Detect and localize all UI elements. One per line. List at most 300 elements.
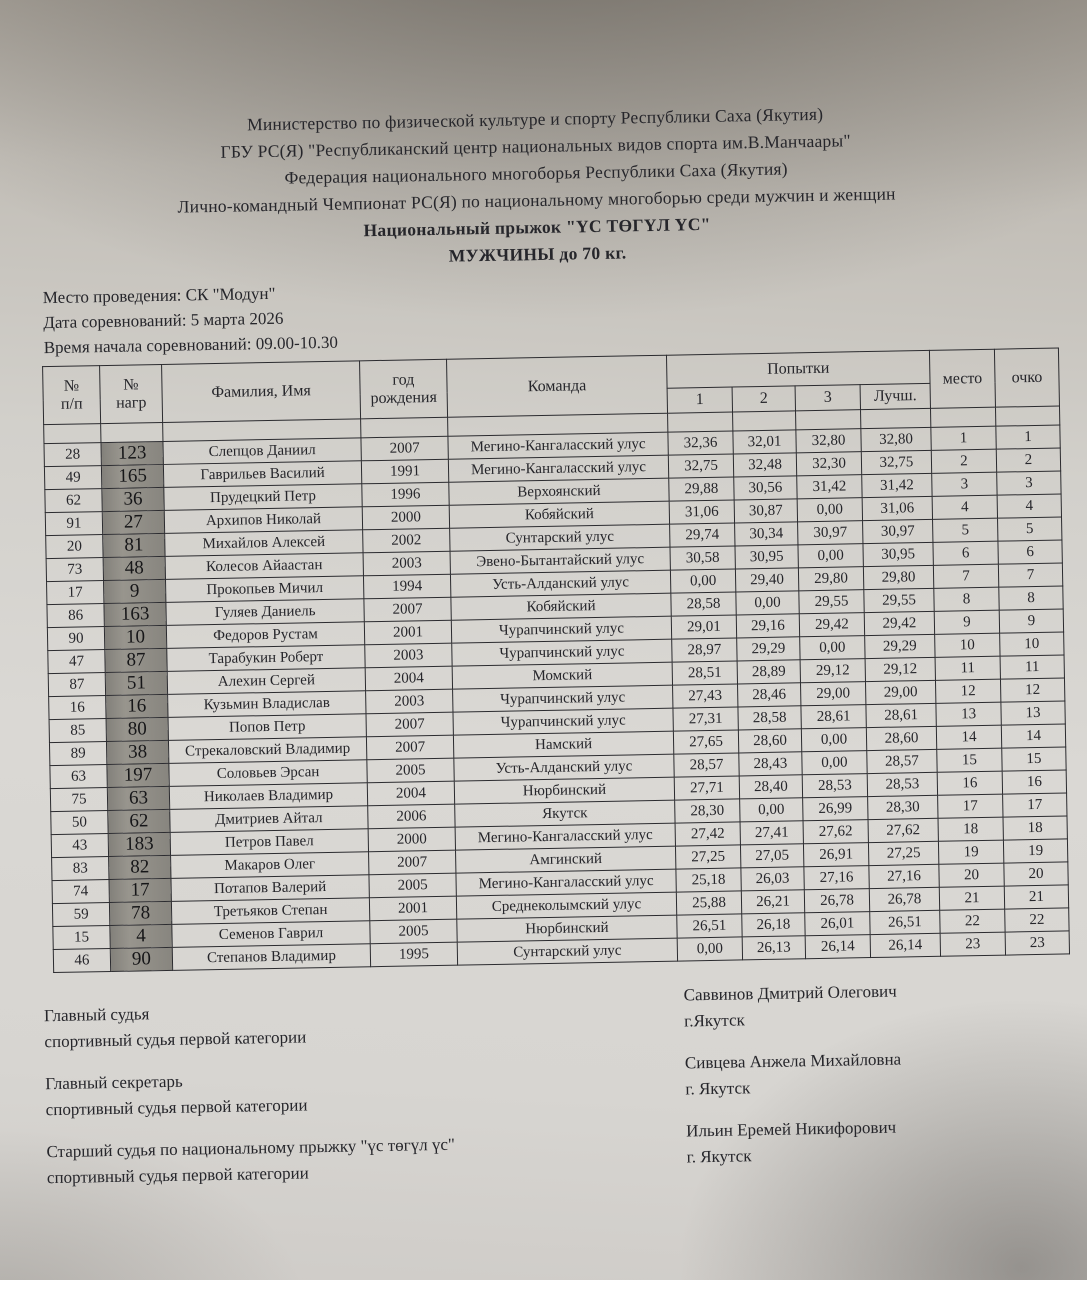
cell-attempt-1: 28,58 [671, 592, 736, 616]
cell-team: Мегино-Кангаласский улус [455, 823, 675, 850]
cell-bib-number: 123 [101, 441, 163, 465]
cell-team: Чурапчинский улус [451, 616, 671, 643]
cell-attempt-3: 32,80 [796, 429, 861, 453]
championship-line: Лично-командный Чемпионат РС(Я) по национальному многоборью среди мужчин и женщин [177, 183, 896, 217]
chief-secretary-row [45, 1049, 1056, 1123]
cell-place: 15 [937, 748, 1002, 772]
cell-attempt-3: 29,00 [801, 682, 866, 706]
role-title: Главный судья [43, 1004, 150, 1026]
cell-points: 10 [1000, 632, 1064, 656]
cell-entry-number: 49 [44, 466, 101, 490]
cell-attempt-3: 26,91 [803, 843, 868, 867]
cell-bib-number: 81 [103, 533, 165, 557]
judges-footer [43, 981, 1057, 1191]
cell-team: Мегино-Кангаласский улус [456, 869, 676, 896]
cell-birth-year: 2003 [365, 643, 452, 668]
cell-team: Момский [452, 662, 672, 689]
cell-bib-number: 9 [104, 579, 166, 603]
cell-birth-year: 2007 [366, 735, 453, 760]
cell-attempt-2: 32,48 [733, 453, 796, 477]
role-qualification: спортивный судья первой категории [46, 1163, 309, 1188]
cell-attempt-3: 29,12 [800, 659, 865, 683]
cell-birth-year: 2006 [368, 804, 455, 829]
cell-name: Слепцов Даниил [163, 438, 361, 465]
cell-attempt-2: 26,21 [741, 890, 804, 914]
cell-bib-number: 48 [103, 556, 165, 580]
cell-attempt-3: 26,14 [805, 935, 870, 959]
cell-attempt-3: 28,53 [802, 774, 867, 798]
cell-entry-number: 15 [53, 926, 110, 950]
cell-attempt-3: 29,80 [798, 567, 863, 591]
cell-team: Сунтарский улус [457, 938, 677, 965]
cell-attempt-3: 28,61 [801, 705, 866, 729]
cell-attempt-2: 27,05 [740, 844, 803, 868]
cell-points: 23 [1005, 931, 1069, 955]
cell-name: Гуляев Даниель [166, 599, 364, 626]
cell-attempt-2: 28,46 [738, 683, 801, 707]
cell-points: 13 [1001, 701, 1065, 725]
cell-attempt-3: 0,00 [802, 751, 867, 775]
cell-attempt-3: 26,78 [804, 889, 869, 913]
cell-attempt-1: 29,88 [669, 477, 734, 501]
cell-entry-number: 59 [52, 903, 109, 927]
cell-name: Макаров Олег [171, 852, 369, 879]
cell-name: Дмитриев Айтал [170, 806, 368, 833]
cell-team: Мегино-Кангаласский улус [448, 455, 668, 482]
chief-judge-role [44, 992, 685, 1056]
cell-best: 27,16 [869, 864, 939, 888]
cell-place: 22 [940, 909, 1005, 933]
cell-best: 30,95 [863, 542, 933, 566]
cell-best: 29,00 [865, 680, 935, 704]
cell-name: Третьяков Степан [171, 898, 369, 925]
cell-entry-number: 17 [47, 581, 104, 605]
cell-name: Степанов Владимир [172, 944, 370, 971]
cell-attempt-1: 28,30 [675, 799, 740, 823]
cell-attempt-2: 29,16 [736, 614, 799, 638]
cell-team: Нюрбинский [457, 915, 677, 942]
cell-attempt-1: 27,65 [673, 730, 738, 754]
cell-name: Кузьмин Владислав [168, 691, 366, 718]
cell-best: 29,12 [865, 657, 935, 681]
cell-attempt-3: 0,00 [800, 636, 865, 660]
cell-attempt-2: 27,41 [740, 821, 803, 845]
col-header-best: Лучш. [860, 383, 930, 409]
cell-team: Кобяйский [449, 501, 669, 528]
cell-attempt-1: 32,36 [668, 431, 733, 455]
cell-birth-year: 2005 [370, 919, 457, 944]
cell-team: Намский [453, 731, 673, 758]
cell-attempt-3: 0,00 [798, 544, 863, 568]
cell-entry-number: 86 [47, 604, 104, 628]
cell-place: 21 [939, 886, 1004, 910]
cell-attempt-1: 27,42 [675, 822, 740, 846]
senior-judge-role [46, 1127, 687, 1191]
col-header-bib-number: № нагр [100, 364, 163, 423]
cell-birth-year: 1994 [363, 574, 450, 599]
judge-name: Сивцева Анжела Михайловна [684, 1049, 902, 1073]
judge-name: Саввинов Дмитрий Олегович [683, 981, 897, 1005]
cell-bib-number: 197 [107, 763, 169, 787]
cell-attempt-1: 32,75 [668, 454, 733, 478]
cell-birth-year: 1995 [370, 942, 457, 967]
cell-attempt-2: 26,18 [742, 913, 805, 937]
cell-entry-number: 28 [44, 443, 101, 467]
center-line: ГБУ РС(Я) "Республиканский центр национальных видов спорта им.В.Манчаары" [220, 130, 851, 162]
cell-name: Потапов Валерий [171, 875, 369, 902]
cell-attempt-2: 0,00 [740, 798, 803, 822]
results-table-body [44, 425, 1070, 973]
cell-team: Усть-Алданский улус [450, 570, 670, 597]
col-header-attempt-2: 2 [732, 386, 795, 412]
cell-name: Михайлов Алексей [165, 530, 363, 557]
cell-points: 21 [1004, 885, 1068, 909]
cell-points: 3 [997, 471, 1061, 495]
cell-place: 11 [935, 656, 1000, 680]
cell-name: Петров Павел [170, 829, 368, 856]
cell-points: 5 [998, 517, 1062, 541]
cell-attempt-3: 31,42 [797, 475, 862, 499]
cell-place: 8 [934, 587, 999, 611]
cell-attempt-2: 29,29 [737, 637, 800, 661]
cell-place: 7 [933, 564, 998, 588]
cell-name: Стрекаловский Владимир [168, 737, 366, 764]
cell-bib-number: 62 [108, 809, 170, 833]
cell-attempt-3: 26,99 [803, 797, 868, 821]
cell-points: 6 [998, 540, 1062, 564]
cell-bib-number: 51 [105, 671, 167, 695]
cell-points: 1 [996, 425, 1060, 449]
cell-attempt-2: 28,60 [738, 729, 801, 753]
cell-entry-number: 74 [52, 880, 109, 904]
cell-bib-number: 36 [102, 487, 164, 511]
cell-birth-year: 2001 [369, 896, 456, 921]
cell-birth-year: 2007 [364, 597, 451, 622]
cell-place: 23 [940, 932, 1005, 956]
cell-entry-number: 47 [48, 650, 105, 674]
cell-bib-number: 16 [106, 694, 168, 718]
cell-team: Нюрбинский [454, 777, 674, 804]
role-title: Главный секретарь [45, 1071, 183, 1094]
cell-attempt-2: 30,87 [734, 499, 797, 523]
date-line: Дата соревнований: 5 марта 2026 [43, 308, 284, 333]
cell-attempt-2: 26,13 [742, 936, 805, 960]
cell-attempt-3: 0,00 [797, 498, 862, 522]
cell-attempt-1: 27,43 [673, 684, 738, 708]
cell-best: 31,06 [862, 496, 932, 520]
cell-entry-number: 89 [49, 742, 106, 766]
cell-place: 5 [933, 518, 998, 542]
cell-entry-number: 90 [47, 627, 104, 651]
cell-place: 18 [938, 817, 1003, 841]
cell-name: Гаврильев Василий [163, 461, 361, 488]
senior-judge-person [686, 1112, 1057, 1180]
cell-best: 26,14 [870, 933, 940, 957]
cell-place: 20 [939, 863, 1004, 887]
role-qualification: спортивный судья первой категории [45, 1095, 308, 1120]
cell-bib-number: 78 [109, 901, 171, 925]
cell-team: Эвено-Бытантайский улус [450, 547, 670, 574]
venue-line: Место проведения: СК "Модун" [42, 283, 276, 308]
cell-points: 7 [998, 563, 1062, 587]
cell-place: 9 [934, 610, 999, 634]
cell-name: Попов Петр [168, 714, 366, 741]
cell-best: 31,42 [862, 473, 932, 497]
cell-attempt-3: 32,30 [796, 452, 861, 476]
cell-best: 29,80 [863, 565, 933, 589]
cell-attempt-3: 29,55 [799, 590, 864, 614]
cell-attempt-2: 28,40 [739, 775, 802, 799]
cell-birth-year: 2007 [361, 436, 448, 461]
cell-attempt-2: 28,43 [739, 752, 802, 776]
document-header [0, 0, 1081, 278]
cell-team: Усть-Алданский улус [454, 754, 674, 781]
cell-attempt-2: 32,01 [733, 430, 796, 454]
cell-attempt-3: 26,01 [805, 912, 870, 936]
cell-attempt-1: 31,06 [669, 500, 734, 524]
cell-entry-number: 85 [49, 719, 106, 743]
cell-birth-year: 2001 [364, 620, 451, 645]
cell-attempt-3: 30,97 [798, 521, 863, 545]
cell-team: Верхоянский [449, 478, 669, 505]
cell-points: 22 [1005, 908, 1069, 932]
cell-entry-number: 91 [45, 512, 102, 536]
cell-attempt-2: 28,58 [738, 706, 801, 730]
cell-birth-year: 2007 [369, 850, 456, 875]
cell-attempt-1: 28,57 [674, 753, 739, 777]
cell-attempt-1: 25,88 [676, 891, 741, 915]
cell-team: Амгинский [456, 846, 676, 873]
cell-birth-year: 2000 [368, 827, 455, 852]
cell-points: 17 [1003, 793, 1067, 817]
cell-entry-number: 16 [49, 696, 106, 720]
cell-place: 16 [937, 771, 1002, 795]
cell-best: 28,60 [866, 726, 936, 750]
cell-name: Колесов Айаастан [165, 553, 363, 580]
cell-bib-number: 87 [105, 648, 167, 672]
cell-bib-number: 82 [109, 855, 171, 879]
cell-bib-number: 27 [102, 510, 164, 534]
event-title: Национальный прыжок "ҮС ТӨГҮЛ ҮС" [363, 213, 711, 241]
cell-name: Семенов Гаврил [172, 921, 370, 948]
cell-attempt-3: 27,16 [804, 866, 869, 890]
cell-attempt-3: 29,42 [799, 613, 864, 637]
cell-attempt-2: 29,40 [735, 568, 798, 592]
cell-best: 30,97 [863, 519, 933, 543]
cell-birth-year: 1996 [362, 482, 449, 507]
cell-team: Якутск [455, 800, 675, 827]
cell-attempt-1: 30,58 [670, 546, 735, 570]
cell-team: Чурапчинский улус [453, 685, 673, 712]
cell-birth-year: 2007 [366, 712, 453, 737]
cell-birth-year: 2005 [367, 758, 454, 783]
cell-team: Чурапчинский улус [453, 708, 673, 735]
cell-name: Федоров Рустам [166, 622, 364, 649]
cell-place: 2 [931, 449, 996, 473]
cell-attempt-1: 25,18 [676, 868, 741, 892]
cell-attempt-2: 30,56 [734, 476, 797, 500]
cell-name: Алехин Сергей [167, 668, 365, 695]
col-header-attempt-1: 1 [667, 387, 732, 413]
cell-bib-number: 90 [110, 947, 172, 971]
cell-best: 28,57 [867, 749, 937, 773]
cell-bib-number: 38 [106, 740, 168, 764]
cell-bib-number: 4 [110, 924, 172, 948]
cell-best: 27,62 [868, 818, 938, 842]
cell-place: 6 [933, 541, 998, 565]
judge-city: г. Якутск [686, 1146, 752, 1167]
cell-entry-number: 20 [46, 535, 103, 559]
cell-attempt-1: 27,31 [673, 707, 738, 731]
cell-best: 32,80 [861, 427, 931, 451]
cell-best: 26,51 [870, 910, 940, 934]
cell-attempt-1: 29,01 [671, 615, 736, 639]
cell-points: 15 [1002, 747, 1066, 771]
chief-judge-row [43, 981, 1055, 1055]
judge-name: Ильин Еремей Никифорович [686, 1117, 897, 1141]
cell-entry-number: 43 [51, 834, 108, 858]
cell-entry-number: 83 [52, 857, 109, 881]
cell-team: Сунтарский улус [450, 524, 670, 551]
cell-place: 4 [932, 495, 997, 519]
meta-block [43, 266, 1083, 360]
time-line: Время начала соревнований: 09.00-10.30 [43, 332, 339, 358]
col-header-attempts: Попытки [666, 350, 930, 388]
cell-place: 3 [932, 472, 997, 496]
cell-points: 12 [1000, 678, 1064, 702]
col-header-place: место [929, 349, 995, 408]
ministry-line: Министерство по физической культуре и спорту Республики Саха (Якутия) [246, 103, 824, 135]
cell-place: 12 [935, 679, 1000, 703]
cell-attempt-1: 28,97 [672, 638, 737, 662]
cell-place: 13 [936, 702, 1001, 726]
senior-judge-row [46, 1117, 1057, 1191]
cell-attempt-1: 0,00 [677, 937, 742, 961]
cell-birth-year: 2004 [365, 666, 452, 691]
cell-best: 29,42 [864, 611, 934, 635]
col-header-birth-year: год рождения [360, 359, 448, 419]
cell-best: 29,55 [864, 588, 934, 612]
cell-bib-number: 17 [109, 878, 171, 902]
cell-points: 9 [999, 609, 1063, 633]
cell-attempt-2: 28,89 [737, 660, 800, 684]
cell-name: Прокопьев Мичил [165, 576, 363, 603]
role-title: Старший судья по национальному прыжку "үс төгүл үс" [46, 1134, 456, 1162]
weight-category: МУЖЧИНЫ до 70 кг. [448, 242, 627, 266]
judge-city: г. Якутск [685, 1078, 751, 1099]
cell-best: 28,30 [868, 795, 938, 819]
cell-name: Соловьев Эрсан [169, 760, 367, 787]
chief-judge-person [683, 976, 1054, 1044]
col-header-team: Команда [447, 355, 668, 417]
cell-team: Кобяйский [451, 593, 671, 620]
col-header-name: Фамилия, Имя [162, 361, 361, 423]
cell-place: 1 [931, 426, 996, 450]
cell-name: Николаев Владимир [169, 783, 367, 810]
col-header-attempt-3: 3 [795, 385, 860, 411]
cell-attempt-1: 27,25 [675, 845, 740, 869]
cell-bib-number: 165 [101, 464, 163, 488]
cell-attempt-2: 0,00 [736, 591, 799, 615]
col-header-entry-number: № п/п [43, 366, 101, 425]
cell-best: 26,78 [869, 887, 939, 911]
cell-name: Прудецкий Петр [164, 484, 362, 511]
cell-bib-number: 183 [108, 832, 170, 856]
cell-points: 14 [1001, 724, 1065, 748]
cell-entry-number: 63 [50, 765, 107, 789]
cell-team: Мегино-Кангаласский улус [448, 432, 668, 459]
cell-birth-year: 2005 [369, 873, 456, 898]
cell-points: 2 [996, 448, 1060, 472]
federation-line: Федерация национального многоборья Республики Саха (Якутия) [284, 158, 788, 188]
cell-entry-number: 73 [46, 558, 103, 582]
chief-secretary-person [685, 1044, 1056, 1112]
cell-birth-year: 2000 [362, 505, 449, 530]
cell-attempt-1: 28,51 [672, 661, 737, 685]
results-table [42, 348, 1070, 974]
cell-entry-number: 62 [45, 489, 102, 513]
cell-team: Среднеколымский улус [456, 892, 676, 919]
cell-points: 18 [1003, 816, 1067, 840]
cell-best: 27,25 [868, 841, 938, 865]
cell-entry-number: 50 [51, 811, 108, 835]
cell-attempt-1: 27,71 [674, 776, 739, 800]
cell-place: 14 [936, 725, 1001, 749]
cell-birth-year: 2003 [363, 551, 450, 576]
role-qualification: спортивный судья первой категории [44, 1027, 307, 1052]
cell-attempt-3: 0,00 [801, 728, 866, 752]
cell-birth-year: 2004 [367, 781, 454, 806]
cell-attempt-2: 26,03 [741, 867, 804, 891]
cell-place: 17 [938, 794, 1003, 818]
cell-best: 29,29 [865, 634, 935, 658]
cell-team: Чурапчинский улус [452, 639, 672, 666]
cell-bib-number: 10 [104, 625, 166, 649]
cell-attempt-1: 26,51 [677, 914, 742, 938]
cell-place: 10 [935, 633, 1000, 657]
cell-birth-year: 2002 [363, 528, 450, 553]
chief-secretary-role [45, 1059, 686, 1123]
cell-attempt-2: 30,95 [735, 545, 798, 569]
cell-best: 28,53 [867, 772, 937, 796]
cell-attempt-1: 0,00 [670, 569, 735, 593]
cell-place: 19 [938, 840, 1003, 864]
cell-points: 8 [999, 586, 1063, 610]
cell-points: 16 [1002, 770, 1066, 794]
cell-points: 4 [997, 494, 1061, 518]
cell-entry-number: 87 [48, 673, 105, 697]
cell-points: 11 [1000, 655, 1064, 679]
cell-points: 20 [1004, 862, 1068, 886]
cell-best: 28,61 [866, 703, 936, 727]
cell-bib-number: 80 [106, 717, 168, 741]
cell-best: 32,75 [861, 450, 931, 474]
col-header-points: очко [994, 348, 1059, 407]
cell-birth-year: 2003 [366, 689, 453, 714]
cell-bib-number: 63 [107, 786, 169, 810]
cell-birth-year: 1991 [361, 459, 448, 484]
cell-name: Тарабукин Роберт [167, 645, 365, 672]
cell-attempt-2: 30,34 [735, 522, 798, 546]
cell-bib-number: 163 [104, 602, 166, 626]
cell-attempt-3: 27,62 [803, 820, 868, 844]
judge-city: г.Якутск [684, 1010, 745, 1031]
cell-points: 19 [1003, 839, 1067, 863]
cell-entry-number: 46 [53, 949, 110, 973]
cell-attempt-1: 29,74 [670, 523, 735, 547]
cell-name: Архипов Николай [164, 507, 362, 534]
cell-entry-number: 75 [50, 788, 107, 812]
